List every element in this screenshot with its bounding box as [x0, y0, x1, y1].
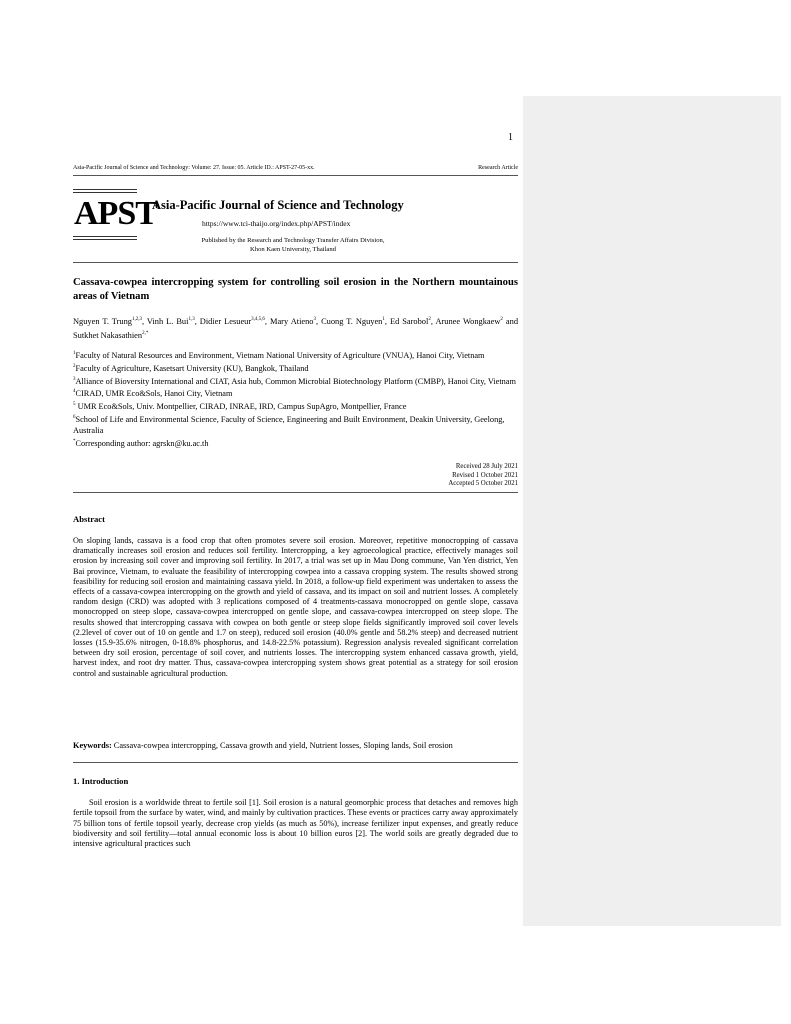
- received-date: Received 28 July 2021: [455, 463, 518, 470]
- author-name: Arunee Wongkaew: [435, 316, 501, 326]
- keywords: [73, 741, 518, 750]
- keywords-label: Keywords:: [73, 741, 112, 750]
- affiliation-marker: 2: [73, 363, 76, 369]
- article-dates: [300, 463, 518, 489]
- affiliation-item: [73, 361, 518, 374]
- affiliation-marker: 1: [73, 351, 76, 356]
- affiliation-item: [73, 399, 518, 412]
- author-affiliation-marker: 3,4,5,6: [251, 317, 265, 322]
- affiliation-item: [73, 386, 518, 399]
- author-affiliation-marker: 2,*: [142, 330, 149, 336]
- article-title: Cassava-cowpea intercropping system for controlling soil erosion in the Northern mountainous areas of Vietnam: [73, 277, 518, 302]
- affiliation-text: Alliance of Bioversity International and CIAT, Asia hub, Common Microbial Biotechnology Platform (CMBP), Hanoi City, Vietnam: [75, 376, 516, 386]
- affiliation-marker: 4: [73, 389, 76, 395]
- affiliation-marker: 6: [73, 414, 76, 420]
- journal-title: Asia-Pacific Journal of Science and Technology: [152, 198, 404, 212]
- author-name: Nguyen T. Trung: [73, 316, 132, 326]
- author-name: Sutkhet Nakasathien: [73, 330, 143, 340]
- affiliation-text: CIRAD, UMR Eco&Sols, Hanoi City, Vietnam: [75, 389, 233, 399]
- page-number: 1: [508, 132, 513, 143]
- author-affiliation-marker: 1,3: [188, 317, 195, 322]
- affiliation-list: [73, 348, 518, 448]
- running-header-right: Research Article: [478, 165, 518, 171]
- keywords-text: Cassava-cowpea intercropping, Cassava growth and yield, Nutrient losses, Sloping lands, Soil erosion: [111, 741, 453, 750]
- author-list: Nguyen T. Trung$^{1,2,3}$, Vinh L. Bui$^{1,3}$, Didier Lesueur$^{3,4,5,6}$, Mary Atieno$^3$, Cuong T. Nguyen$^1$, Ed Sarobol$^2$, Arunee Wongkaew$^2$ and Sutkhet Nakasathien$^{2,*}$: [73, 316, 519, 340]
- accepted-date: Accepted 5 October 2021: [448, 480, 518, 488]
- author-affiliation-marker: 2: [428, 317, 431, 322]
- introduction-text: Soil erosion is a worldwide threat to fertile soil [1]. Soil erosion is a natural geomorphic process that detaches and removes high fertile topsoil from the surface by water, wind, and mainly by cultivation practices. These events or practices carry away approximately 75 billion tons of fertile topsoil yearly, decrease crop yields (as much as 50%), increase fertilizer input expenses, and greatly reduce biodiversity and soil fertility—total annual economic loss is about 10 billion euros [2]. The world soils are greatly degraded due to intensive agricultural practices such: [73, 798, 518, 849]
- abstract-text: On sloping lands, cassava is a food crop that often promotes severe soil erosion. Moreover, repetitive monocropping of cassava dramatically increases soil erosion and reduces soil fertility. Intercropping, a key agroecological practice, effectively manages soil erosion by increasing soil cover and improving soil fertility. In 2017, a trial was set up in Mau Dong commune, Van Yen district, Yen Bai province, Vietnam, to evaluate the feasibility of intercropping cowpea into a cassava cropping system. The results showed strong feasibility for reducing soil erosion and maintaining cassava yield. In 2018, a follow-up field experiment was undertaken to assess the effects of a cassava-cowpea intercropping on the growth and yield of cassava, and its impact on soil and nutrient losses. A completely random design (CRD) was adopted with 3 replications composed of 4 treatments-cassava monocropped on gentle slope, cassava monocropped on steep slope, cassava-cowpea intercropped on gentle slope, and cassava-cowpea intercropped on steep slope. The results showed that intercropping cassava with cowpea on both gentle or steep slope fields significantly improved soil cover levels (2.2level of cover out of 10 on gentle and 1.7 on steep), reduced soil erosion (40.0% gentle and 58.2% steep) and decreased nutrient losses (15.9-35.6% nitrogen, 0-18.8% phosphorus, and 14.8-22.5% potassium). Regression analysis revealed significant correlation between dry soil erosion, percentage of soil cover, and nutrients losses. The intercropping system enhanced cassava growth, yield, harvest index, and root dry matter. Thus, cassava-cowpea intercropping system shows great potential as a strategy for soil erosion control and sustainable agricultural production.: [73, 536, 518, 678]
- publisher-line-1: Published by the Research and Technology Transfer Affairs Division,: [201, 237, 385, 244]
- author-name: Vinh L. Bui: [146, 316, 189, 326]
- affiliation-item: [73, 348, 518, 361]
- running-header: [73, 165, 518, 171]
- running-header-left: Asia-Pacific Journal of Science and Technology: Volume: 27. Issue: 05. Article ID.: APST-27-05-xx.: [73, 165, 315, 171]
- journal-publisher: [178, 236, 408, 254]
- masthead-rule: [73, 262, 518, 263]
- affiliation-item: [73, 374, 518, 387]
- affiliation-item: [73, 412, 518, 436]
- keywords-rule: [73, 762, 518, 763]
- author-name: Cuong T. Nguyen: [321, 316, 383, 326]
- affiliation-text: School of Life and Environmental Science, Faculty of Science, Engineering and Built Environment, Deakin University, Geelong, Australia: [73, 414, 505, 435]
- author-affiliation-marker: 3: [313, 317, 316, 322]
- publisher-line-2: Khon Kaen University, Thailand: [250, 246, 336, 253]
- affiliation-text: Faculty of Natural Resources and Environment, Vietnam National University of Agriculture (VNUA), Hanoi City, Vietnam: [75, 350, 485, 360]
- comment-sidebar: [523, 96, 781, 926]
- affiliation-marker: 3: [73, 376, 76, 382]
- revised-date: Revised 1 October 2021: [452, 471, 518, 479]
- affiliation-marker: *: [73, 438, 76, 444]
- dates-rule: [73, 492, 518, 493]
- author-name: Didier Lesueur: [199, 316, 252, 326]
- affiliation-text: Faculty of Agriculture, Kasetsart University (KU), Bangkok, Thailand: [75, 363, 309, 373]
- author-affiliation-marker: 1: [382, 317, 385, 322]
- journal-logo: [73, 189, 157, 241]
- logo-text: APST: [74, 195, 157, 232]
- journal-url[interactable]: https://www.tci-thaijo.org/index.php/APST/index: [202, 219, 351, 228]
- author-affiliation-marker: 2: [500, 317, 503, 322]
- affiliation-marker: 5: [73, 402, 76, 408]
- header-rule: [73, 175, 518, 176]
- affiliation-text: UMR Eco&Sols, Univ. Montpellier, CIRAD, INRAE, IRD, Campus SupAgro, Montpellier, France: [75, 401, 407, 411]
- author-name: Mary Atieno: [270, 316, 314, 326]
- section-heading-introduction: 1. Introduction: [73, 776, 129, 786]
- abstract-heading: Abstract: [73, 514, 105, 524]
- author-affiliation-marker: 1,2,3: [131, 317, 142, 322]
- affiliation-item: [73, 436, 518, 449]
- affiliation-text: Corresponding author: agrskn@ku.ac.th: [75, 438, 209, 448]
- author-name: Ed Sarobol: [389, 316, 429, 326]
